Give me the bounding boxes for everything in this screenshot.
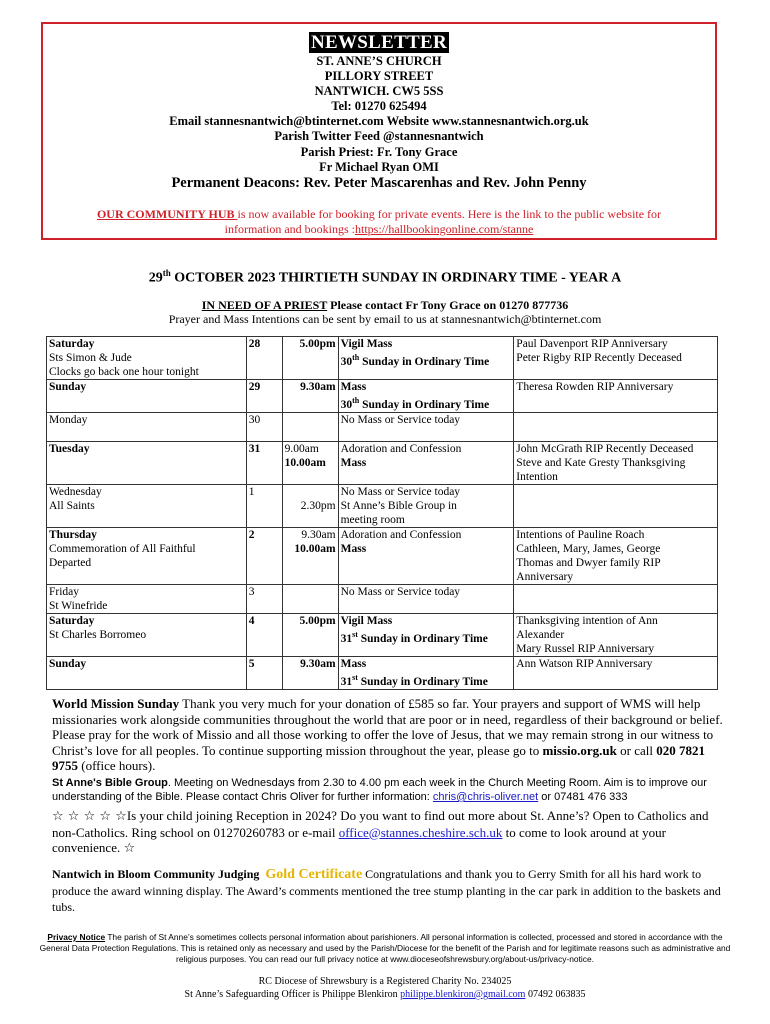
community-hub-notice-2 [43, 222, 715, 237]
chris-oliver-email-link[interactable]: chris@chris-oliver.net [432, 791, 539, 803]
hub-text-1: is now available for booking for private events. Here is the link to the public website for [237, 207, 662, 221]
intention-cell: John McGrath RIP Recently Deceased Steve and Kate Gresty Thanksgiving Intention [514, 441, 718, 484]
day-cell: Sunday [47, 656, 247, 689]
date-cell: 31 [246, 441, 282, 484]
church-email-website: Email stannesnantwich@btinternet.com Website www.stannesnantwich.org.uk [169, 114, 589, 128]
table-row [47, 337, 718, 380]
reception-paragraph: ☆ ☆ ☆ ☆ ☆Is your child joining Reception in 2024? Do you want to find out more about St. Anne’s? Open to Catholics and non-Catholics. Ring school on 01270260783 or e-mail office@stannes.cheshire.sch.uk to come to look around at your convenience. ☆ [52, 808, 709, 856]
community-hub-link[interactable]: OUR COMMUNITY HUB [96, 207, 238, 221]
day-cell: Monday [47, 412, 247, 441]
intention-cell [514, 484, 718, 527]
date-cell: 1 [246, 484, 282, 527]
intention-cell: Thanksgiving intention of Ann Alexander Mary Russel RIP Anniversary [514, 613, 718, 656]
intention-cell: Paul Davenport RIP Anniversary Peter Rigby RIP Recently Deceased [514, 337, 718, 380]
community-hub-notice [43, 207, 715, 222]
parish-priest: Parish Priest: Fr. Tony Grace [300, 145, 458, 159]
church-tel: Tel: 01270 625494 [331, 99, 427, 113]
mass-schedule-table [46, 336, 718, 690]
time-cell: 9.30am 10.00am [282, 527, 338, 584]
event-cell: No Mass or Service today [338, 412, 514, 441]
church-town: NANTWICH. CW5 5SS [314, 84, 444, 98]
time-cell: 9.30am [282, 656, 338, 689]
church-street: PILLORY STREET [324, 69, 434, 83]
day-cell: Wednesday All Saints [47, 484, 247, 527]
gold-certificate: Gold Certificate [265, 867, 363, 882]
table-row [47, 584, 718, 613]
date-cell: 3 [246, 584, 282, 613]
date-cell: 5 [246, 656, 282, 689]
event-cell: No Mass or Service today [338, 584, 514, 613]
twitter-feed: Parish Twitter Feed @stannesnantwich [274, 129, 484, 143]
need-priest-line: IN NEED OF A PRIEST Please contact Fr Tony Grace on 01270 877736 [201, 298, 569, 312]
intention-cell: Theresa Rowden RIP Anniversary [514, 380, 718, 413]
star-icon: ☆ [123, 841, 136, 856]
table-row [47, 412, 718, 441]
event-cell: Vigil Mass 31st Sunday in Ordinary Time [338, 613, 514, 656]
safeguarding-email-link[interactable]: philippe.blenkiron@gmail.com [400, 989, 526, 1000]
table-row [47, 441, 718, 484]
sunday-title: 29th OCTOBER 2023 THIRTIETH SUNDAY IN ORDINARY TIME - YEAR A [148, 268, 622, 286]
charity-line: RC Diocese of Shrewsbury is a Registered Charity No. 234025 [258, 976, 512, 987]
day-cell: Saturday Sts Simon & Jude Clocks go back one hour tonight [47, 337, 247, 380]
newsletter-title: NEWSLETTER [310, 32, 448, 53]
intention-cell [514, 412, 718, 441]
day-cell: Saturday St Charles Borromeo [47, 613, 247, 656]
time-cell: 9.00am 10.00am [282, 441, 338, 484]
school-email-link[interactable]: office@stannes.cheshire.sch.uk [338, 824, 503, 840]
time-cell: 9.30am [282, 380, 338, 413]
time-cell [282, 584, 338, 613]
date-cell: 2 [246, 527, 282, 584]
bloom-title: Nantwich in Bloom Community Judging [52, 867, 260, 881]
event-cell: Vigil Mass 30th Sunday in Ordinary Time [338, 337, 514, 380]
date-cell: 30 [246, 412, 282, 441]
intention-cell [514, 584, 718, 613]
privacy-label: Privacy Notice [47, 932, 106, 942]
safeguarding-line: St Anne’s Safeguarding Officer is Philippe Blenkiron philippe.blenkiron@gmail.com 07492 063835 [184, 989, 586, 1000]
world-mission-sunday-paragraph: World Mission Sunday Thank you very much for your donation of £585 so far. Your prayers and support of WMS will help missionaries work alongside communities throughout the world that are poor or in need, regardless of their background or belief. Please pray for the work of Missio and all those working to offer the love of Jesus, that we may remain strong in our witness to Christ’s love for all peoples. To continue supporting mission throughout the year, please go to missio.org.uk or call 020 7821 9755 (office hours). [52, 696, 723, 773]
intention-cell: Intentions of Pauline Roach Cathleen, Mary, James, George Thomas and Dwyer family RIP Anniversary [514, 527, 718, 584]
table-row [47, 380, 718, 413]
star-icons: ☆ ☆ ☆ ☆ ☆ [52, 809, 127, 824]
church-name: ST. ANNE’S CHURCH [316, 54, 442, 68]
hallbooking-link[interactable]: https://hallbookingonline.com/stanne [355, 222, 534, 236]
date-cell: 28 [246, 337, 282, 380]
event-cell: Mass 30th Sunday in Ordinary Time [338, 380, 514, 413]
time-cell: 2.30pm [282, 484, 338, 527]
table-row [47, 527, 718, 584]
header-box [41, 22, 717, 240]
table-row [47, 613, 718, 656]
wms-title: World Mission Sunday [52, 696, 180, 711]
bible-group-title: St Anne's Bible Group [52, 777, 168, 789]
time-cell [282, 412, 338, 441]
event-cell: No Mass or Service today St Anne’s Bible Group in meeting room [338, 484, 514, 527]
nantwich-in-bloom-paragraph: Nantwich in Bloom Community Judging Gold Certificate Congratulations and thank you to Gerry Smith for all his hard work to produce the award winning display. The Award’s comments mentioned the tree stump planting in the car park in addition to the baskets and tubs. [52, 867, 721, 914]
date-cell: 29 [246, 380, 282, 413]
time-cell: 5.00pm [282, 337, 338, 380]
event-cell: Mass 31st Sunday in Ordinary Time [338, 656, 514, 689]
need-priest-label: IN NEED OF A PRIEST [201, 298, 328, 312]
prayer-intentions-line: Prayer and Mass Intentions can be sent by email to us at stannesnantwich@btinternet.com [168, 312, 602, 326]
deacons: Permanent Deacons: Rev. Peter Mascarenhas and Rev. John Penny [171, 175, 587, 191]
day-cell: Friday St Winefride [47, 584, 247, 613]
bible-group-paragraph: St Anne's Bible Group. Meeting on Wednesdays from 2.30 to 4.00 pm each week in the Church Meeting Room. Aim is to improve our understanding of the Bible. Please contact Chris Oliver for further information: chris@chris-oliver.net or 07481 476 333 [52, 777, 707, 803]
day-cell: Thursday Commemoration of All Faithful Departed [47, 527, 247, 584]
event-cell: Adoration and Confession Mass [338, 441, 514, 484]
time-cell: 5.00pm [282, 613, 338, 656]
day-cell: Tuesday [47, 441, 247, 484]
missio-site: missio.org.uk [542, 742, 617, 758]
missio-phone: 020 7821 9755 [52, 742, 705, 773]
intention-cell: Ann Watson RIP Anniversary [514, 656, 718, 689]
fr-michael: Fr Michael Ryan OMI [319, 160, 439, 174]
hub-text-2: information and bookings : [224, 222, 355, 236]
event-cell: Adoration and Confession Mass [338, 527, 514, 584]
day-cell: Sunday [47, 380, 247, 413]
table-row [47, 484, 718, 527]
date-cell: 4 [246, 613, 282, 656]
table-row [47, 656, 718, 689]
privacy-notice: Privacy Notice The parish of St Anne’s sometimes collects personal information about parishioners. All personal information is collected, processed and stored in accordance with the General Data Protection Regulations. This is retained only as necessary and used by the Parish/Diocese for the benefit of the Parish and for legitimate reasons such as administrative and religious purposes. You can read our full privacy notice at www.dioceseofshrewsbury.org/about-us/privacy-notice. [39, 932, 731, 964]
